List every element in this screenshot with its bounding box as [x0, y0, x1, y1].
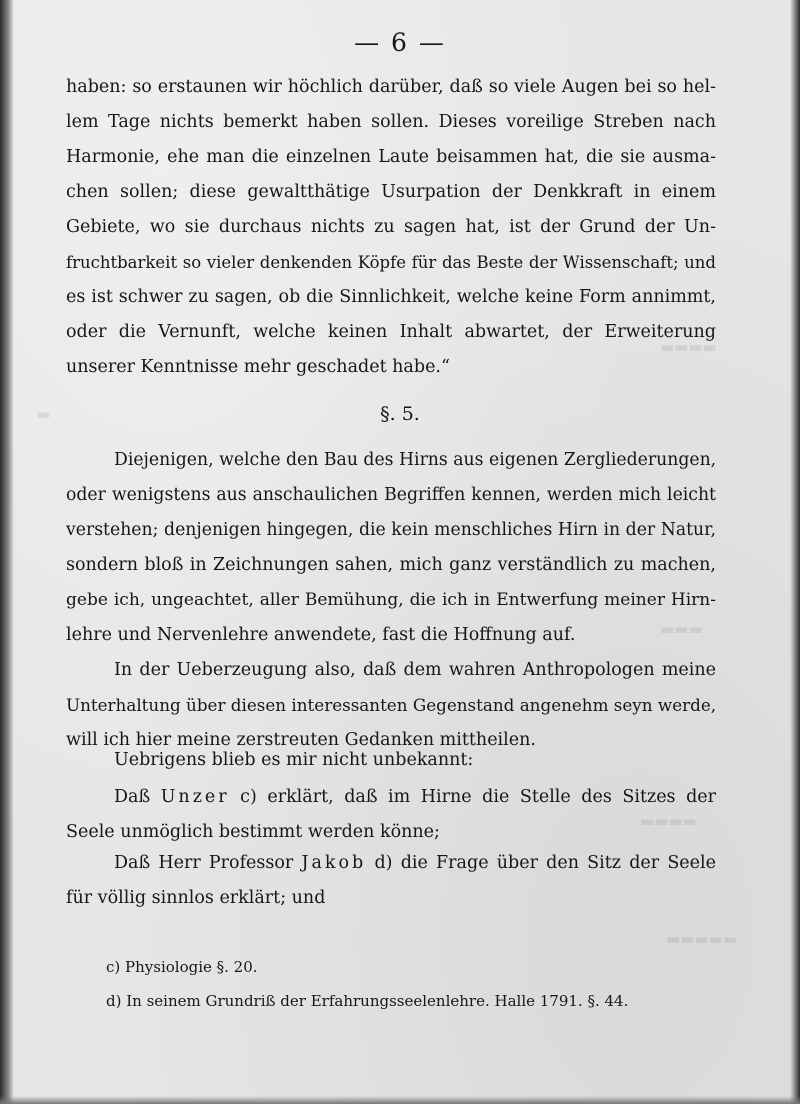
text-segment: c) erklärt, daß im Hirne die Stelle des Sitzes der — [229, 787, 716, 807]
text-line: haben: so erstaunen wir höchlich darüber, daß so viele Augen bei so hel- — [66, 77, 716, 97]
text-line: Gebiete, wo sie durchaus nichts zu sagen hat, ist der Grund der Un- — [66, 217, 716, 237]
bleed-through-mark: ▬▬▬▬ — [640, 812, 697, 830]
text-line: lehre und Nervenlehre anwendete, fast die Hoffnung auf. — [66, 625, 576, 645]
text-line — [66, 846, 716, 881]
paragraph-jakob — [66, 846, 716, 916]
footnote-c: c) Physiologie §. 20. — [106, 958, 258, 976]
text-line: Harmonie, ehe man die einzelnen Laute beisammen hat, die sie ausma- — [66, 147, 716, 167]
text-line: gebe ich, ungeachtet, aller Bemühung, die ich in Entwerfung meiner Hirn- — [66, 590, 716, 610]
text-line: oder wenigstens aus anschaulichen Begriffen kennen, werden mich leicht — [66, 485, 716, 505]
text-line: chen sollen; diese gewaltthätige Usurpation der Denkkraft in einem — [66, 182, 716, 202]
scan-edge-bottom — [0, 1096, 800, 1104]
paragraph-section-5 — [66, 443, 716, 653]
bleed-through-mark: ▬▬▬ — [660, 620, 703, 638]
text-line: Uebrigens blieb es mir nicht unbekannt: — [114, 750, 474, 770]
text-segment: Daß — [114, 787, 161, 807]
text-line: In der Ueberzeugung also, daß dem wahren Anthropologen meine — [114, 660, 716, 680]
text-line: sondern bloß in Zeichnungen sahen, mich ganz verständlich zu machen, — [66, 555, 716, 575]
bleed-through-mark: ▬ — [36, 405, 51, 423]
footnote-d: d) In seinem Grundriß der Erfahrungsseelenlehre. Halle 1791. §. 44. — [106, 992, 629, 1010]
page-number: — 6 — — [354, 28, 446, 57]
text-line: Unterhaltung über diesen interessanten Gegenstand angenehm seyn werde, — [66, 695, 716, 715]
text-line: für völlig sinnlos erklärt; und — [66, 888, 326, 908]
bleed-through-mark: ▬▬▬▬▬ — [666, 930, 737, 948]
text-segment: Daß Herr Professor — [114, 853, 302, 873]
section-heading: §. 5. — [380, 403, 420, 425]
text-segment: d) die Frage über den Sitz der Seele — [366, 853, 716, 873]
paragraph-quote-end — [66, 70, 716, 385]
scan-edge-right — [790, 0, 800, 1104]
author-name: Unzer — [160, 787, 230, 807]
text-line: oder die Vernunft, welche keinen Inhalt abwartet, der Erweiterung — [66, 322, 716, 342]
text-line: unserer Kenntnisse mehr geschadet habe.“ — [66, 357, 450, 377]
text-line — [66, 780, 716, 815]
author-name: Jakob — [301, 853, 367, 873]
text-line: lem Tage nichts bemerkt haben sollen. Dieses voreilige Streben nach — [66, 112, 716, 132]
text-line: verstehen; denjenigen hingegen, die kein menschliches Hirn in der Natur, — [66, 520, 716, 540]
text-line: will ich hier meine zerstreuten Gedanken mittheilen. — [66, 730, 536, 750]
bleed-through-mark: ▬▬▬▬ — [660, 338, 717, 356]
text-line: fruchtbarkeit so vieler denkenden Köpfe für das Beste der Wissenschaft; und — [66, 253, 716, 272]
text-line: es ist schwer zu sagen, ob die Sinnlichkeit, welche keine Form annimmt, — [66, 287, 716, 307]
scan-edge-left — [0, 0, 14, 1104]
paragraph-otherwise — [66, 743, 716, 778]
text-line: Diejenigen, welche den Bau des Hirns aus eigenen Zergliederungen, — [114, 450, 716, 470]
footnotes — [106, 950, 666, 1018]
paragraph-unzer — [66, 780, 716, 850]
text-line: Seele unmöglich bestimmt werden könne; — [66, 822, 440, 842]
